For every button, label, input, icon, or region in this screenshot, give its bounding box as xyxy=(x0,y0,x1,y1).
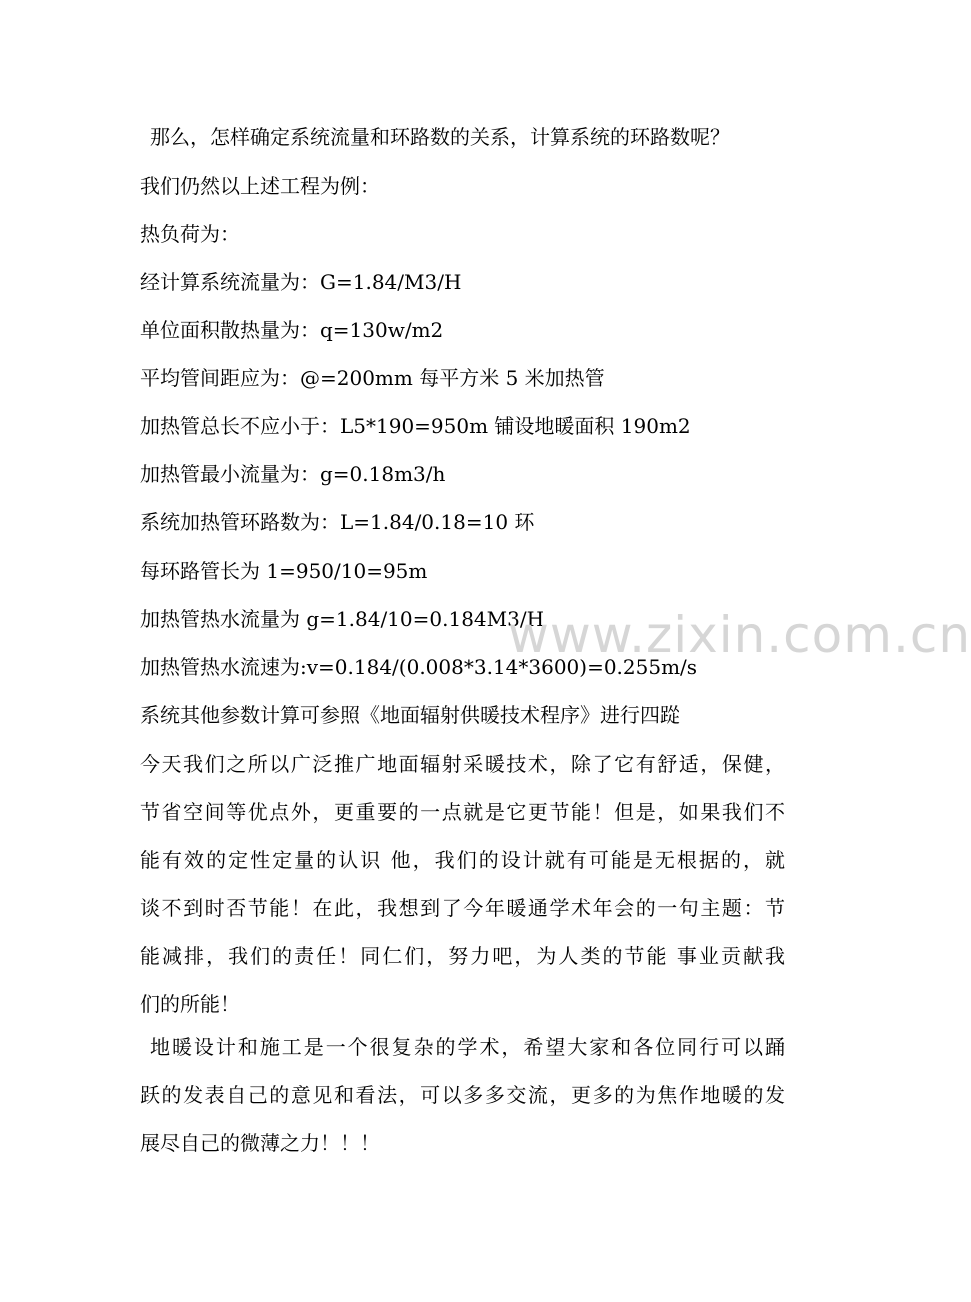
paragraph-line: 节省空间等优点外，更重要的一点就是它更节能！但是，如果我们不 xyxy=(140,800,785,824)
text-line: 平均管间距应为：@=200mm 每平方米 5 米加热管 xyxy=(140,366,605,390)
text-line: 经计算系统流量为：G=1.84/M3/H xyxy=(140,270,462,294)
paragraph-line: 今天我们之所以广泛推广地面辐射采暖技术，除了它有舒适，保健， xyxy=(140,752,785,776)
text-line: 加热管热水流量为 g=1.84/10=0.184M3/H xyxy=(140,607,545,631)
text-line: 系统其他参数计算可参照《地面辐射供暖技术程序》进行四踨 xyxy=(140,703,680,727)
paragraph-line: 地暖设计和施工是一个很复杂的学术，希望大家和各位同行可以踊 xyxy=(150,1035,785,1059)
text-line: 我们仍然以上述工程为例： xyxy=(140,174,380,198)
text-line: 那么，怎样确定系统流量和环路数的关系，计算系统的环路数呢？ xyxy=(150,125,730,149)
paragraph-line: 谈不到时否节能！在此，我想到了今年暖通学术年会的一句主题：节 xyxy=(140,896,785,920)
text-line: 加热管最小流量为：g=0.18m3/h xyxy=(140,462,446,486)
text-line: 热负荷为： xyxy=(140,222,240,246)
paragraph-line: 跃的发表自己的意见和看法，可以多多交流，更多的为焦作地暖的发 xyxy=(140,1083,785,1107)
text-line: 加热管总长不应小于：L5*190=950m 铺设地暖面积 190m2 xyxy=(140,414,691,438)
paragraph-line: 能有效的定性定量的认识 他，我们的设计就有可能是无根据的，就 xyxy=(140,848,785,872)
paragraph-closing xyxy=(140,1023,785,1167)
text-line: 系统加热管环路数为：L=1.84/0.18=10 环 xyxy=(140,510,535,534)
paragraph-line: 能减排，我们的责任！同仁们，努力吧，为人类的节能 事业贡献我 xyxy=(140,944,785,968)
paragraph-line: 展尽自己的微薄之力！！！ xyxy=(140,1131,380,1155)
paragraph-line: 们的所能！ xyxy=(140,992,240,1016)
text-line: 加热管热水流速为:v=0.184/(0.008*3.14*3600)=0.255m/s xyxy=(140,655,698,679)
watermark: www.zixin.com.cn xyxy=(508,606,971,664)
text-line: 单位面积散热量为：q=130w/m2 xyxy=(140,318,444,342)
paragraph-energy-saving xyxy=(140,740,785,1028)
text-line: 每环路管长为 1=950/10=95m xyxy=(140,559,428,583)
